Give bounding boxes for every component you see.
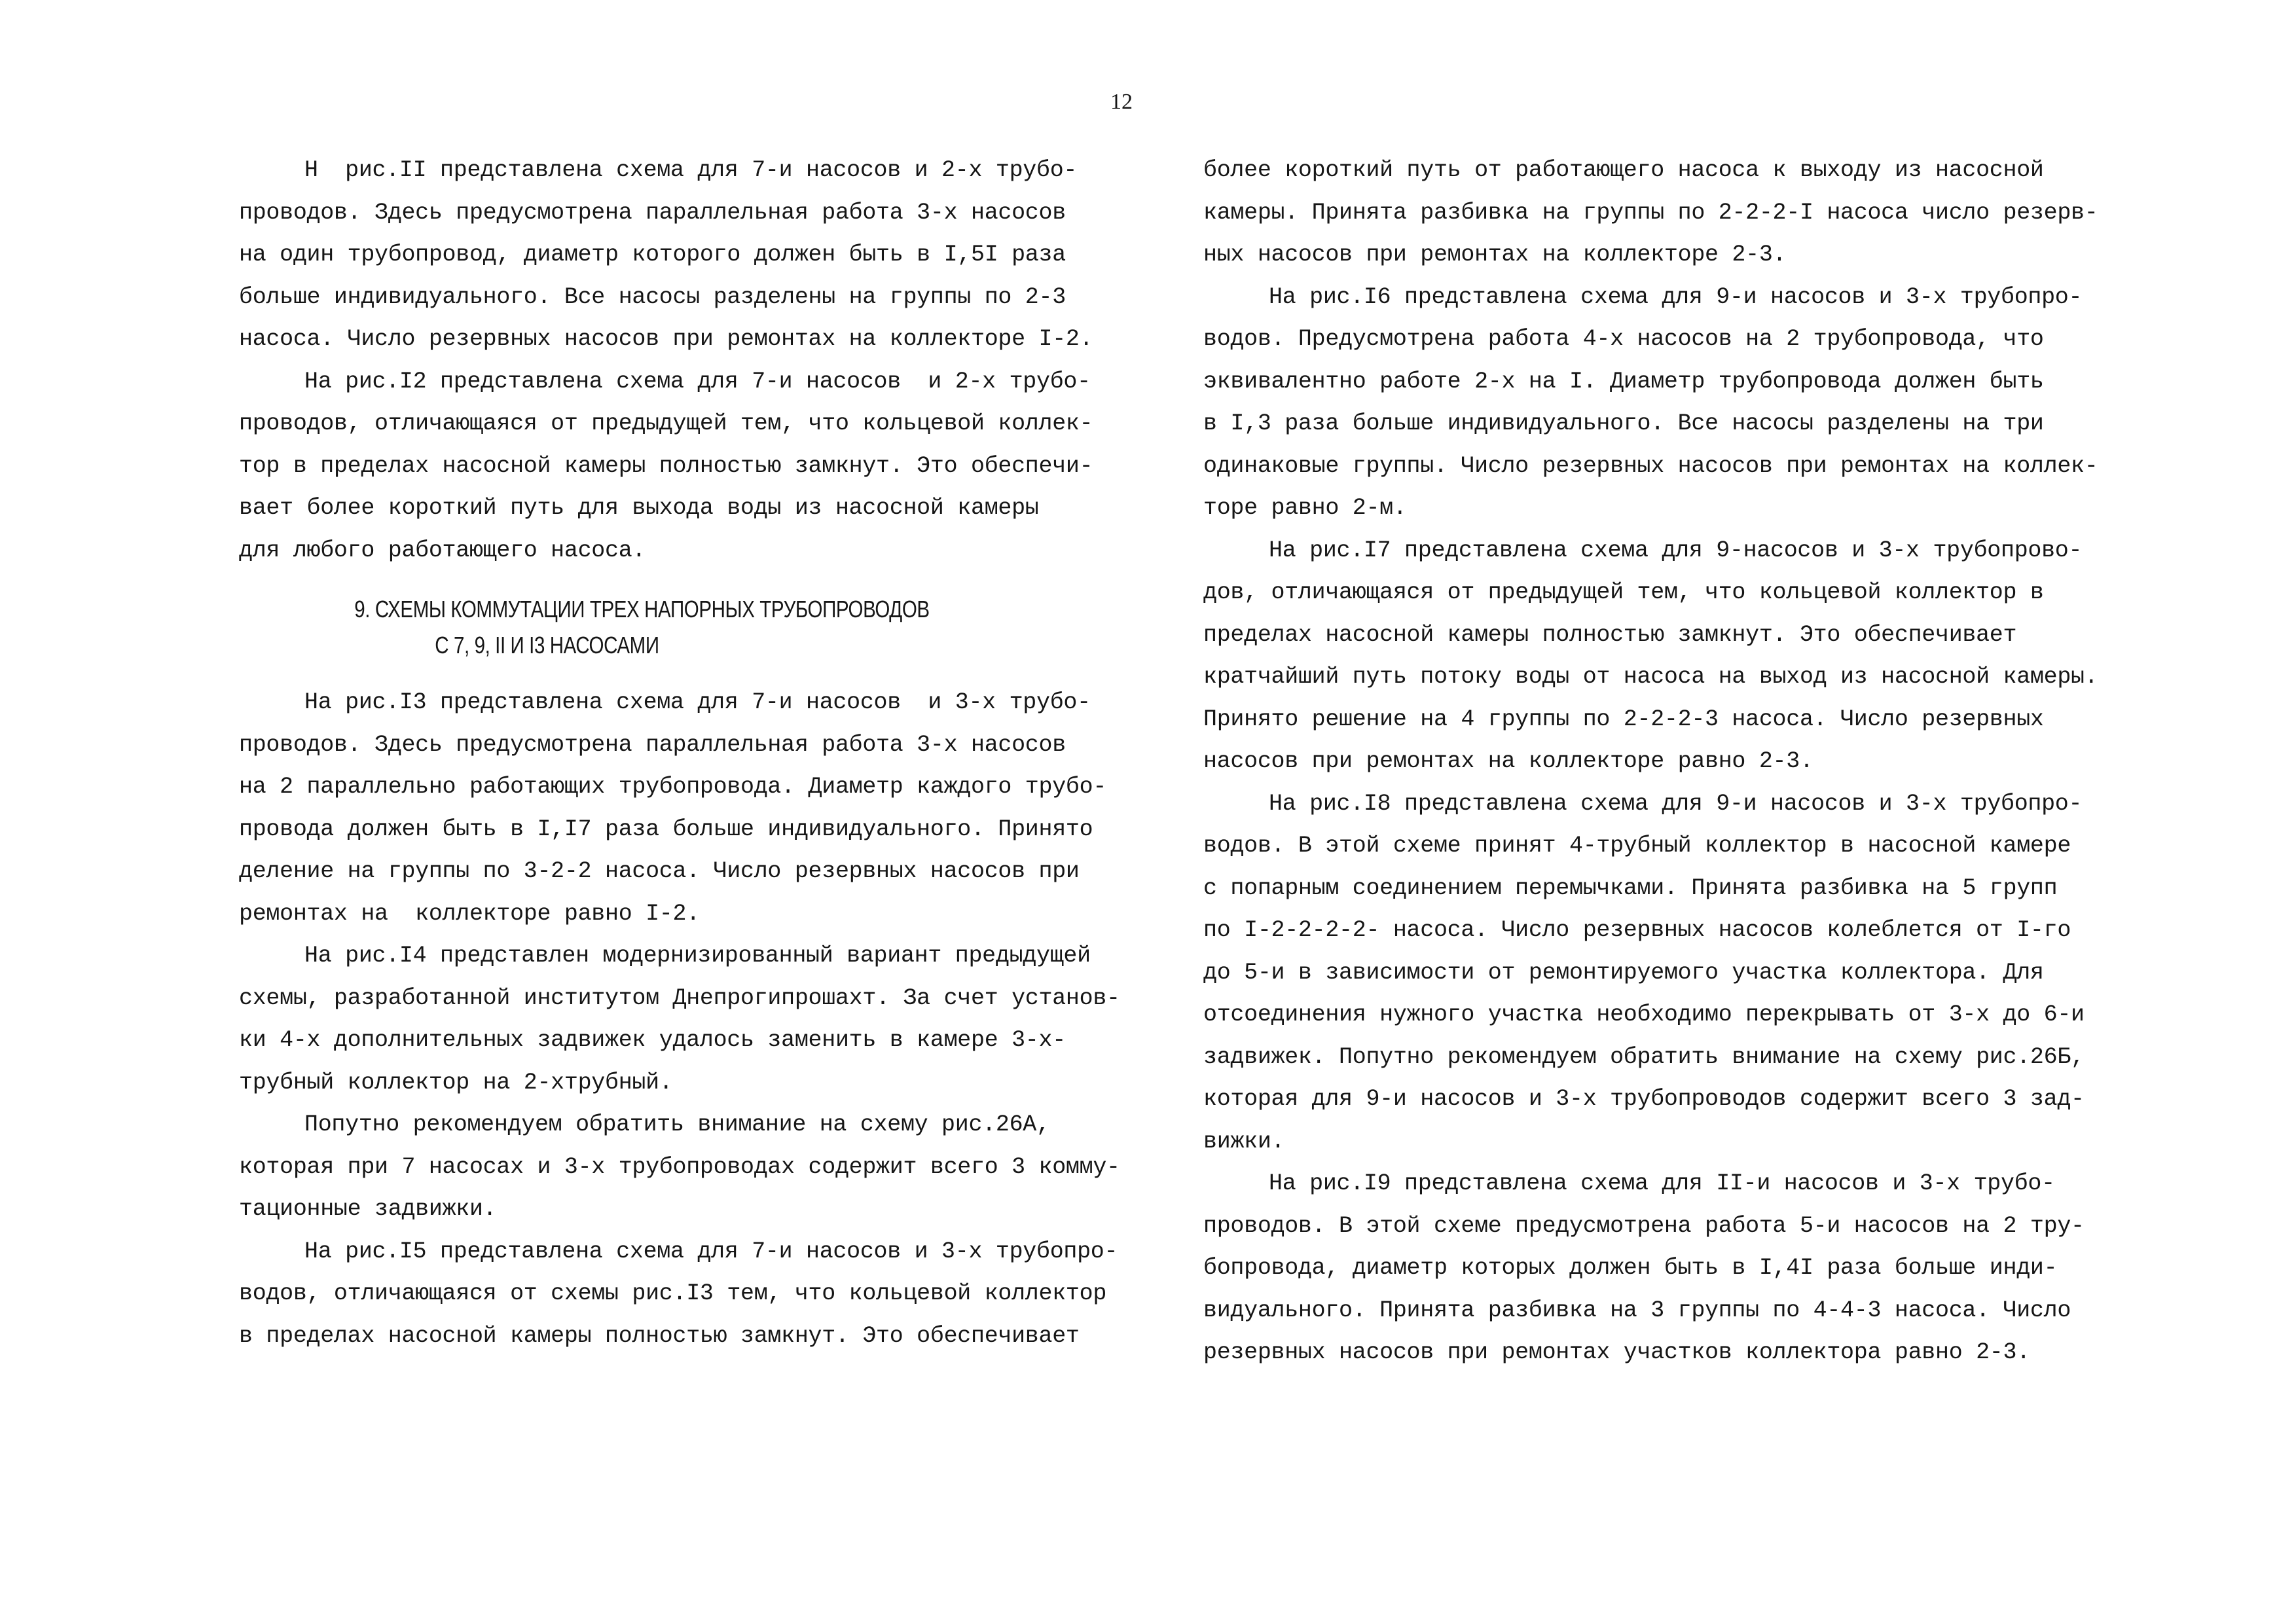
paragraph-continuation <box>1203 149 2098 276</box>
right-column <box>1203 149 2098 1374</box>
text-line: камеры. Принята разбивка на группы по 2-2-2-I насоса число резерв- <box>1203 199 2098 226</box>
text-line: в I,3 раза больше индивидуального. Все насосы разделены на три <box>1203 410 2044 437</box>
text-line: Принято решение на 4 группы по 2-2-2-3 насоса. Число резервных <box>1203 706 2044 732</box>
text-line: в пределах насосной камеры полностью замкнут. Это обеспечивает <box>239 1322 1080 1349</box>
text-line: кратчайший путь потоку воды от насоса на выход из насосной камеры. <box>1203 664 2098 690</box>
text-line: насоса. Число резервных насосов при ремонтах на коллекторе I-2. <box>239 326 1093 352</box>
text-line: проводов. В этой схеме предусмотрена работа 5-и насосов на 2 тру- <box>1203 1212 2085 1239</box>
text-line: водов. Предусмотрена работа 4-х насосов на 2 трубопровода, что <box>1203 326 2044 352</box>
text-line: больше индивидуального. Все насосы разделены на группы по 2-3 <box>239 283 1066 310</box>
text-line: На рис.I4 представлен модернизированный вариант предыдущей <box>304 943 1091 969</box>
text-line: На рис.I3 представлена схема для 7-и насосов и 3-х трубо- <box>304 689 1091 715</box>
text-line: схемы, разработанной институтом Днепрогипрошахт. За счет установ- <box>239 984 1120 1011</box>
text-line: На рис.I9 представлена схема для II-и насосов и 3-х трубо- <box>1269 1170 2055 1197</box>
section-heading-line: С 7, 9, II И I3 НАСОСАМИ <box>435 632 659 659</box>
text-line: эквивалентно работе 2-х на I. Диаметр трубопровода должен быть <box>1203 368 2044 395</box>
text-line: трубный коллектор на 2-хтрубный. <box>239 1069 673 1096</box>
text-line: торе равно 2-м. <box>1203 495 1407 521</box>
section-heading-line: 9. СХЕМЫ КОММУТАЦИИ ТРЕХ НАПОРНЫХ ТРУБОПРОВОДОВ <box>354 596 930 623</box>
text-line: На рис.I8 представлена схема для 9-и насосов и 3-х трубопро- <box>1269 790 2083 817</box>
paragraph-ris-15 <box>239 1231 1118 1358</box>
text-line: На рис.I7 представлена схема для 9-насосов и 3-х трубопрово- <box>1269 537 2083 564</box>
text-line: водов, отличающаяся от схемы рис.I3 тем, что кольцевой коллектор <box>239 1280 1107 1307</box>
text-line: насосов при ремонтах на коллекторе равно 2-3. <box>1203 748 1813 774</box>
text-line: вает более короткий путь для выхода воды из насосной камеры <box>239 495 1039 521</box>
section-heading <box>239 591 1090 663</box>
paragraph-ris-14 <box>239 935 1120 1104</box>
text-line: резервных насосов при ремонтах участков коллектора равно 2-3. <box>1203 1339 2030 1365</box>
paragraph-ris-16 <box>1203 276 2098 530</box>
text-line: проводов, отличающаяся от предыдущей тем, что кольцевой коллек- <box>239 410 1093 437</box>
text-line: На рис.I5 представлена схема для 7-и насосов и 3-х трубопро- <box>304 1238 1118 1265</box>
paragraph-ris-11 <box>239 149 1093 361</box>
page-number: 12 <box>1110 90 1133 114</box>
paragraph-ris-26a <box>239 1104 1120 1231</box>
text-line: проводов. Здесь предусмотрена параллельная работа 3-х насосов <box>239 199 1066 226</box>
text-line: провода должен быть в I,I7 раза больше индивидуального. Принято <box>239 816 1093 842</box>
text-line: бопровода, диаметр которых должен быть в I,4I раза больше инди- <box>1203 1255 2058 1281</box>
text-line: одинаковые группы. Число резервных насосов при ремонтах на коллек- <box>1203 452 2098 479</box>
text-line: более короткий путь от работающего насоса к выходу из насосной <box>1203 157 2044 183</box>
text-line: для любого работающего насоса. <box>239 537 646 564</box>
paragraph-ris-17 <box>1203 530 2098 783</box>
text-line: до 5-и в зависимости от ремонтируемого участка коллектора. Для <box>1203 959 2044 986</box>
left-column <box>239 149 1120 1357</box>
paragraph-ris-13 <box>239 681 1107 935</box>
text-line: пределах насосной камеры полностью замкнут. Это обеспечивает <box>1203 621 2017 648</box>
text-line: вижки. <box>1203 1128 1285 1155</box>
text-line: деление на группы по 3-2-2 насоса. Число резервных насосов при <box>239 858 1080 884</box>
text-line: с попарным соединением перемычками. Принята разбивка на 5 групп <box>1203 875 2058 901</box>
text-line: дов, отличающаяся от предыдущей тем, что кольцевой коллектор в <box>1203 579 2044 605</box>
text-line: На рис.I6 представлена схема для 9-и насосов и 3-х трубопро- <box>1269 283 2083 310</box>
text-line: которая для 9-и насосов и 3-х трубопроводов содержит всего 3 зад- <box>1203 1086 2085 1112</box>
text-line: которая при 7 насосах и 3-х трубопроводах содержит всего 3 комму- <box>239 1153 1120 1180</box>
text-line: Попутно рекомендуем обратить внимание на схему рис.26А, <box>304 1111 1050 1138</box>
paragraph-ris-19 <box>1203 1163 2085 1374</box>
text-line: На рис.I2 представлена схема для 7-и насосов и 2-х трубо- <box>304 368 1091 395</box>
text-line: Н рис.II представлена схема для 7-и насосов и 2-х трубо- <box>304 157 1078 183</box>
text-line: задвижек. Попутно рекомендуем обратить внимание на схему рис.26Б, <box>1203 1043 2085 1070</box>
text-line: на 2 параллельно работающих трубопровода. Диаметр каждого трубо- <box>239 774 1107 800</box>
paragraph-ris-12 <box>239 361 1093 572</box>
text-line: ремонтах на коллекторе равно I-2. <box>239 900 700 927</box>
text-line: ки 4-х дополнительных задвижек удалось заменить в камере 3-х- <box>239 1027 1066 1053</box>
text-line: тационные задвижки. <box>239 1196 497 1222</box>
paragraph-ris-18 <box>1203 783 2085 1163</box>
text-line: отсоединения нужного участка необходимо перекрывать от 3-х до 6-и <box>1203 1001 2085 1028</box>
text-line: водов. В этой схеме принят 4-трубный коллектор в насосной камере <box>1203 833 2071 859</box>
text-line: видуального. Принята разбивка на 3 группы по 4-4-3 насоса. Число <box>1203 1297 2071 1324</box>
text-line: ных насосов при ремонтах на коллекторе 2-3. <box>1203 242 1787 268</box>
text-line: тор в пределах насосной камеры полностью замкнут. Это обеспечи- <box>239 452 1093 479</box>
text-line: на один трубопровод, диаметр которого должен быть в I,5I раза <box>239 242 1066 268</box>
text-line: по I-2-2-2-2- насоса. Число резервных насосов колеблется от I-го <box>1203 917 2071 943</box>
text-line: проводов. Здесь предусмотрена параллельная работа 3-х насосов <box>239 731 1066 758</box>
